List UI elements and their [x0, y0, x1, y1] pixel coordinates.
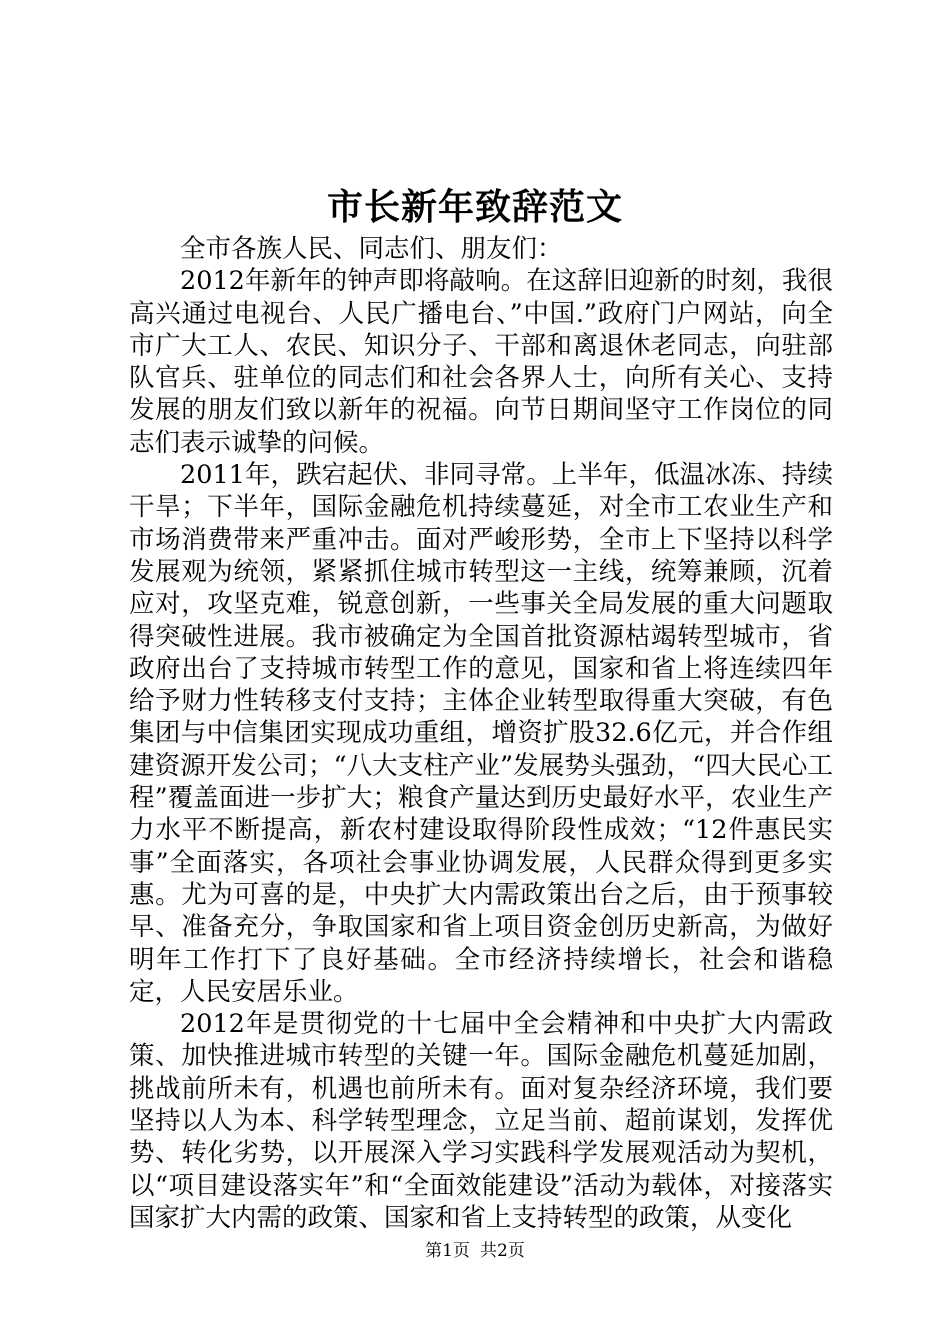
page-total: 共2页	[480, 1241, 525, 1261]
page-number: 第1页	[425, 1241, 470, 1261]
body-paragraph: 2012年新年的钟声即将敲响。在这辞旧迎新的时刻，我很高兴通过电视台、人民广播电台、”中国.”政府门户网站，向全市广大工人、农民、知识分子、干部和离退休老同志，向驻部队官兵、驻单位的同志们和社会各界人士，向所有关心、支持发展的朋友们致以新年的祝福。向节日期间坚守工作岗位的同志们表示诚挚的问候。	[129, 266, 833, 458]
document-body	[129, 233, 833, 1234]
page-footer	[0, 1240, 950, 1262]
body-paragraph: 2012年是贯彻党的十七届中全会精神和中央扩大内需政策、加快推进城市转型的关键一年。国际金融危机蔓延加剧，挑战前所未有，机遇也前所未有。面对复杂经济环境，我们要坚持以人为本、科学转型理念，立足当前、超前谋划，发挥优势、转化劣势，以开展深入学习实践科学发展观活动为契机，以“项目建设落实年”和“全面效能建设”活动为载体，对接落实国家扩大内需的政策、国家和省上支持转型的政策，从变化	[129, 1009, 833, 1233]
salutation-paragraph: 全市各族人民、同志们、朋友们：	[180, 234, 563, 264]
body-paragraph: 2011年，跌宕起伏、非同寻常。上半年，低温冰冻、持续干旱；下半年，国际金融危机持续蔓延，对全市工农业生产和市场消费带来严重冲击。面对严峻形势，全市上下坚持以科学发展观为统领，紧紧抓住城市转型这一主线，统筹兼顾，沉着应对，攻坚克难，锐意创新，一些事关全局发展的重大问题取得突破性进展。我市被确定为全国首批资源枯竭转型城市，省政府出台了支持城市转型工作的意见，国家和省上将连续四年给予财力性转移支付支持；主体企业转型取得重大突破，有色集团与中信集团实现成功重组，增资扩股32.6亿元，并合作组建资源开发公司；“八大支柱产业”发展势头强劲，“四大民心工程”覆盖面进一步扩大；粮食产量达到历史最好水平，农业生产力水平不断提高，新农村建设取得阶段性成效；“12件惠民实事”全面落实，各项社会事业协调发展，人民群众得到更多实惠。尤为可喜的是，中央扩大内需政策出台之后，由于预事较早、准备充分，争取国家和省上项目资金创历史新高，为做好明年工作打下了良好基础。全市经济持续增长，社会和谐稳定，人民安居乐业。	[129, 460, 833, 1007]
document-title: 市长新年致辞范文	[326, 186, 623, 228]
